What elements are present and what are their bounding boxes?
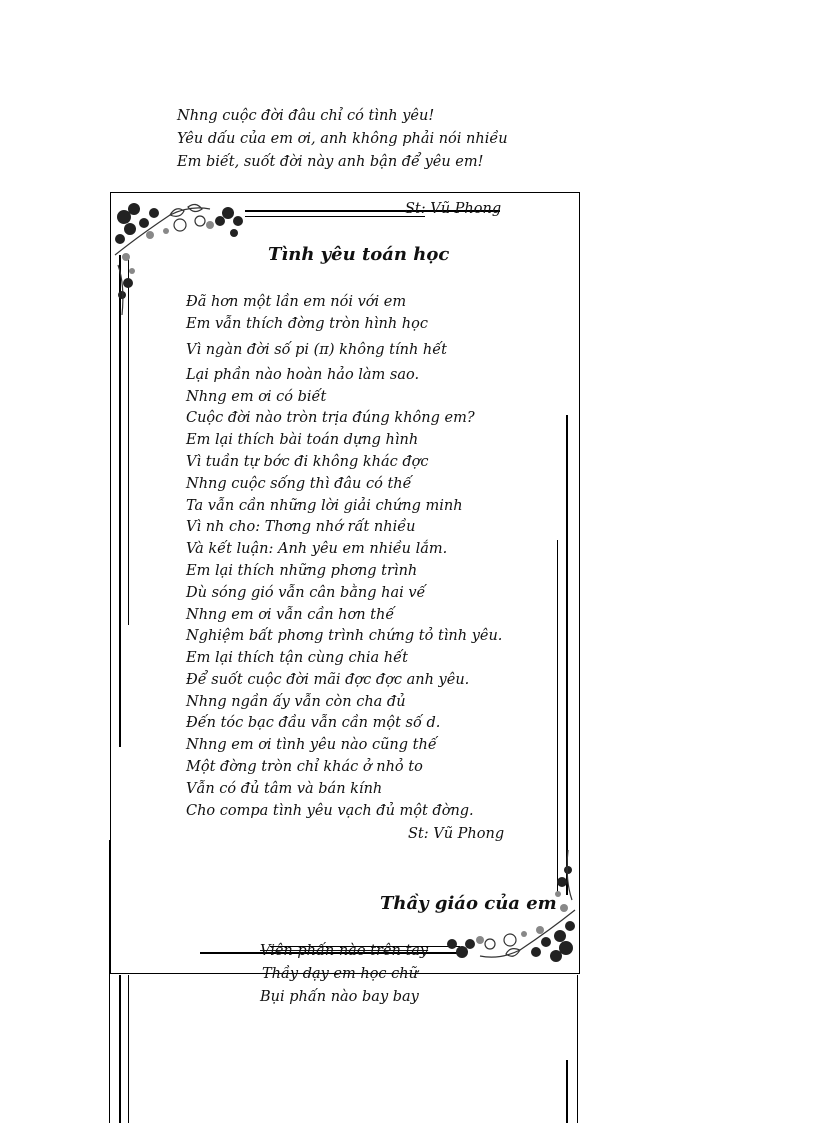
poem-line: Viên phấn nào trên tay xyxy=(260,943,429,959)
poem-title: Tình yêu toán học xyxy=(268,244,450,265)
border-line xyxy=(245,216,425,217)
poem-line: Một đờng tròn chỉ khác ở nhỏ to xyxy=(186,759,423,775)
poem-line: Nhng em ơi tình yêu nào cũng thế xyxy=(186,737,437,753)
poem-line: Vì ngàn đời số pi (π) không tính hết xyxy=(186,342,448,358)
flower-corner-ornament-icon xyxy=(110,195,250,335)
border-line xyxy=(566,1060,568,1123)
intro-line: Nhng cuộc đời đâu chỉ có tình yêu! xyxy=(177,108,435,124)
intro-line: Yêu dấu của em ơi, anh không phải nói nhiều xyxy=(177,131,508,147)
poem-line: Em vẫn thích đờng tròn hình học xyxy=(186,316,428,332)
poem-line: Nhng cuộc sống thì đâu có thế xyxy=(186,476,412,492)
poem-line: Nhng em ơi có biết xyxy=(186,389,327,405)
border-line xyxy=(119,975,121,1123)
poem-line: Thầy dạy em học chữ xyxy=(262,966,418,982)
poem-line: Đến tóc bạc đầu vẫn cần một số d. xyxy=(186,715,441,731)
poem-title: Thầy giáo của em xyxy=(380,893,557,914)
border-line xyxy=(128,975,129,1123)
poem-line: Vì tuần tự bớc đi không khác đợc xyxy=(186,454,429,470)
poem-line: Em lại thích bài toán dựng hình xyxy=(186,432,419,448)
poem-line: Và kết luận: Anh yêu em nhiều lắm. xyxy=(186,541,448,557)
poem-line: Em lại thích những phơng trình xyxy=(186,563,418,579)
poem-line: Nghiệm bất phơng trình chứng tỏ tình yêu. xyxy=(186,628,503,644)
border-line xyxy=(109,840,110,1123)
border-line xyxy=(566,415,568,895)
border-line xyxy=(577,975,578,1123)
poem-line: Đã hơn một lần em nói với em xyxy=(186,294,407,310)
poem-line: Ta vẫn cần những lời giải chứng minh xyxy=(186,498,463,514)
poem-line: Vẫn có đủ tâm và bán kính xyxy=(186,781,383,797)
poem-line: Em lại thích tận cùng chia hết xyxy=(186,650,408,666)
intro-signature: St: Vũ Phong xyxy=(405,201,502,217)
poem-line: Bụi phấn nào bay bay xyxy=(260,989,419,1005)
poem-line: Dù sóng gió vẫn cân bằng hai vế xyxy=(186,585,426,601)
poem-line: Để suốt cuộc đời mãi đợc đợc anh yêu. xyxy=(186,672,470,688)
poem-line: Cho compa tình yêu vạch đủ một đờng. xyxy=(186,803,474,819)
poem-line: Nhng em ơi vẫn cần hơn thế xyxy=(186,607,395,623)
poem-line: Lại phần nào hoàn hảo làm sao. xyxy=(186,367,420,383)
poem-signature: St: Vũ Phong xyxy=(408,826,505,842)
poem-line: Cuộc đời nào tròn trịa đúng không em? xyxy=(186,410,475,426)
poem-line: Vì nh cho: Thơng nhớ rất nhiều xyxy=(186,519,416,535)
intro-line: Em biết, suốt đời này anh bận để yêu em! xyxy=(177,154,484,170)
poem-line: Nhng ngần ấy vẫn còn cha đủ xyxy=(186,694,406,710)
